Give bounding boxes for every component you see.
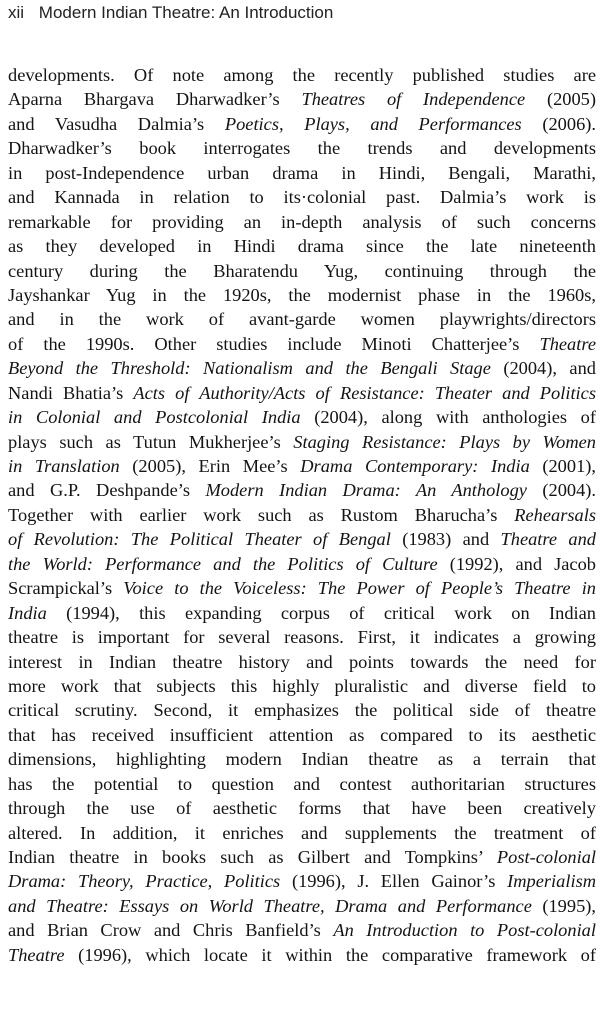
text-line — [8, 796, 596, 820]
text-run: Indian theatre in books such as Gilbert and Tompkins’ — [8, 847, 497, 867]
text-run: plays such as Tutun Mukherjee’s — [8, 431, 294, 452]
text-line — [8, 698, 596, 722]
text-line — [8, 772, 596, 796]
italic-title: and Theatre: Essays on World Theatre, Drama and Performance — [8, 895, 532, 916]
italic-title: Voice to the Voiceless: The Power of People’s Theatre in — [123, 578, 596, 599]
text-run: in post-Independence urban drama in Hindi, Bengali, Marathi, — [8, 162, 596, 183]
text-line — [8, 601, 596, 625]
text-run: altered. In addition, it enriches and supplements the treatment of — [8, 822, 596, 843]
text-run: as they developed in Hindi drama since the late nineteenth — [8, 236, 596, 257]
italic-title: India — [8, 602, 47, 623]
running-head — [8, 2, 333, 24]
text-run: Nandi Bhatia’s — [8, 382, 134, 403]
italic-title: Imperialism — [507, 871, 597, 892]
text-line — [8, 625, 596, 649]
text-line — [8, 112, 596, 136]
italic-title: Theatre and — [500, 529, 596, 550]
page-number: xii — [8, 3, 25, 22]
italic-title: Theatre — [539, 333, 596, 354]
text-run: Together with earlier work such as Rustom Bharucha’s — [8, 504, 515, 525]
text-line — [8, 576, 596, 600]
italic-title: Theatre — [8, 944, 65, 965]
text-line — [8, 894, 596, 918]
italic-title: Post-colonial — [496, 847, 596, 867]
text-line — [8, 259, 596, 283]
text-line — [8, 332, 596, 356]
text-line — [8, 821, 596, 845]
text-run: interest in Indian theatre history and points towards the need for — [8, 651, 596, 672]
text-run: (1992), and Jacob — [437, 553, 596, 574]
italic-title: Staging Resistance: Plays by Women — [293, 431, 596, 452]
italic-title: Modern Indian Drama: An Anthology — [205, 480, 527, 501]
italic-title: Drama Contemporary: India — [300, 456, 530, 476]
text-run: and Kannada in relation to its·colonial past. Dalmia’s work is — [8, 187, 596, 208]
text-run: Jayshankar Yug in the 1920s, the modernist phase in the 1960s, — [8, 284, 596, 305]
text-run: (2004), and — [490, 358, 596, 379]
text-run: developments. Of note among the recently published studies are — [8, 65, 596, 85]
text-line — [8, 845, 596, 869]
text-line — [8, 869, 596, 893]
italic-title: Drama: Theory, Practice, Politics — [8, 871, 281, 892]
text-run: (1994), this expanding corpus of critical work on Indian — [46, 602, 596, 623]
text-run: through the use of aesthetic forms that have been creatively — [8, 798, 596, 819]
text-run: (2004). — [526, 480, 596, 501]
italic-title: Rehearsals — [514, 504, 596, 525]
italic-title: Theatres of Independence — [301, 89, 526, 110]
text-line — [8, 405, 596, 429]
text-run: (2004), along with anthologies of — [300, 407, 597, 428]
text-run: dimensions, highlighting modern Indian theatre as a terrain that — [8, 749, 596, 770]
text-run: Scrampickal’s — [8, 578, 124, 599]
running-head-title: Modern Indian Theatre: An Introduction — [38, 3, 334, 22]
text-line — [8, 943, 596, 967]
text-run: more work that subjects this highly pluralistic and diverse field to — [8, 675, 596, 696]
text-run: (1996), which locate it within the comparative framework of — [64, 944, 596, 965]
text-run: of the 1990s. Other studies include Minoti Chatterjee’s — [8, 333, 540, 354]
text-line — [8, 234, 596, 258]
text-run: that has received insufficient attention as compared to its aesthetic — [8, 724, 596, 745]
italic-title: in Translation — [8, 456, 120, 476]
italic-title: the World: Performance and the Politics of Culture — [8, 553, 438, 574]
text-line — [8, 210, 596, 234]
text-line — [8, 552, 596, 576]
text-line — [8, 478, 596, 502]
text-run: has the potential to question and contest authoritarian structures — [8, 773, 596, 794]
text-line — [8, 136, 596, 160]
text-line — [8, 527, 596, 551]
text-line — [8, 650, 596, 674]
text-run: (1983) and — [390, 529, 501, 550]
italic-title: An Introduction to Post-colonial — [333, 920, 596, 941]
text-run: and Vasudha Dalmia’s — [8, 113, 225, 134]
body-paragraph — [8, 63, 596, 967]
text-run: (1996), J. Ellen Gainor’s — [280, 871, 508, 892]
text-line — [8, 87, 596, 111]
text-line — [8, 454, 596, 478]
text-run: Aparna Bhargava Dharwadker’s — [8, 89, 302, 110]
italic-title: of Revolution: The Political Theater of Bengal — [8, 529, 391, 550]
text-line — [8, 503, 596, 527]
text-line — [8, 747, 596, 771]
text-run: (2006). — [521, 113, 596, 134]
text-line — [8, 307, 596, 331]
text-line — [8, 381, 596, 405]
italic-title: Acts of Authority/Acts of Resistance: Theater and Politics — [133, 382, 596, 403]
text-line — [8, 161, 596, 185]
text-line — [8, 185, 596, 209]
text-line — [8, 356, 596, 380]
text-run: and G.P. Deshpande’s — [8, 480, 206, 501]
text-run: century during the Bharatendu Yug, continuing through the — [8, 260, 596, 281]
text-run: (2005) — [525, 89, 596, 110]
italic-title: Poetics, Plays, and Performances — [224, 113, 522, 134]
text-line — [8, 430, 596, 454]
text-run: critical scrutiny. Second, it emphasizes the political side of theatre — [8, 700, 596, 721]
text-run: remarkable for providing an in-depth analysis of such concerns — [8, 211, 596, 232]
text-run: (2001), — [529, 456, 596, 476]
text-line — [8, 918, 596, 942]
text-line — [8, 674, 596, 698]
text-run: (1995), — [531, 895, 596, 916]
italic-title: Beyond the Threshold: Nationalism and the Bengali Stage — [8, 358, 491, 379]
text-run: and in the work of avant-garde women playwrights/directors — [8, 309, 596, 330]
text-line — [8, 63, 596, 87]
text-run: Dharwadker’s book interrogates the trends and developments — [8, 138, 596, 159]
italic-title: in Colonial and Postcolonial India — [8, 407, 301, 428]
text-run: and Brian Crow and Chris Banfield’s — [8, 920, 334, 941]
text-run: theatre is important for several reasons. First, it indicates a growing — [8, 627, 596, 648]
text-run: (2005), Erin Mee’s — [119, 456, 301, 476]
text-line — [8, 283, 596, 307]
text-line — [8, 723, 596, 747]
